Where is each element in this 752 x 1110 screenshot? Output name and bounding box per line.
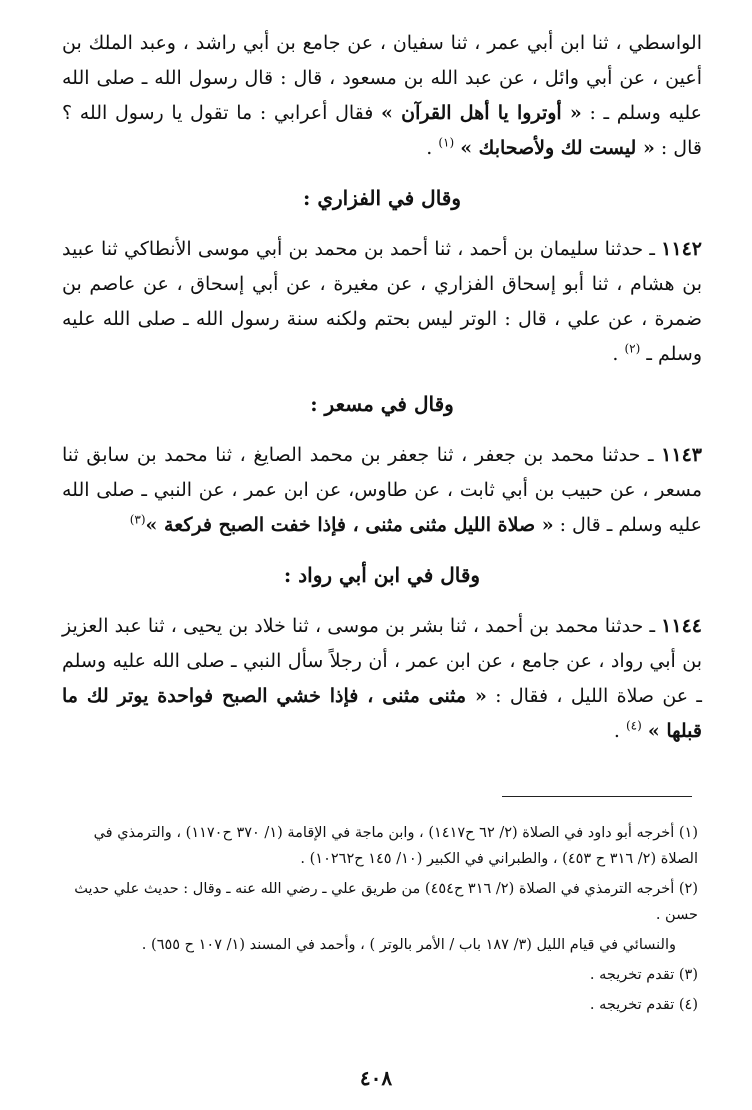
intro-end: . [426, 137, 439, 159]
footnote-3: (٣) تقدم تخريجه . [589, 967, 698, 983]
intro-quote: « أوتروا يا أهل القرآن » [381, 102, 582, 124]
hadith-quote: « مثنى مثنى ، فإذا خشي الصبح فواحدة يوتر لك ما قبلها » [62, 685, 702, 742]
page-number: ٤٠٨ [359, 1066, 393, 1090]
footnote-marker-3: (٣) [129, 512, 146, 527]
footnote-marker-4: (٤) [625, 718, 642, 733]
intro-text-2: فقال أعرابي : ما تقول يا رسول الله ؟ قال : [62, 102, 702, 159]
hadith-number: ١١٤٤ [661, 615, 702, 637]
hadith-text: ـ حدثنا سليمان بن أحمد ، ثنا أحمد بن محمد بن أبي موسى الأنطاكي ثنا عبيد بن هشام ، ثنا أبو إسحاق الفزاري ، عن مغيرة ، عن أبي إسحاق ، عن عاصم بن ضمرة ، عن علي ، قال : الوتر ليس بحتم ولكنه سنة رسول الله ـ صلى الله عليه وسلم ـ [62, 238, 702, 365]
hadith-1142 [62, 232, 702, 372]
hadith-number: ١١٤٣ [661, 444, 702, 466]
hadith-end: . [612, 343, 625, 365]
intro-quote-2: « ليست لك ولأصحابك » [460, 137, 655, 159]
hadith-quote: « صلاة الليل مثنى مثنى ، فإذا خفت الصبح فركعة » [145, 514, 554, 536]
section-heading-misar: وقال في مسعر : [310, 392, 454, 416]
section-heading-ibn-abi-rawwad: وقال في ابن أبي رواد : [283, 563, 481, 587]
footnote-marker-2: (٢) [624, 341, 641, 356]
footnote-1: (١) أخرجه أبو داود في الصلاة (٢/ ٦٢ ح١٤١٧) ، وابن ماجة في الإقامة (١/ ٣٧٠ ح١١٧٠) ، والترمذي في الصلاة (٢/ ٣١٦ ح ٤٥٣) ، والطبراني في الكبير (١٠/ ١٤٥ ح١٠٢٦٢) . [93, 825, 698, 867]
footnote-4: (٤) تقدم تخريجه . [589, 997, 698, 1013]
hadith-end: . [613, 720, 626, 742]
hadith-1144 [62, 609, 702, 749]
hadith-text: ـ حدثنا محمد بن جعفر ، ثنا جعفر بن محمد الصايغ ، ثنا محمد بن سابق ثنا مسعر ، عن حبيب بن أبي ثابت ، عن طاوس، عن ابن عمر ، عن النبي ـ صلى الله عليه وسلم ـ قال : [62, 444, 702, 536]
section-heading-fazari: وقال في الفزاري : [302, 186, 462, 210]
intro-paragraph [62, 26, 702, 166]
footnote-2: (٢) أخرجه الترمذي في الصلاة (٢/ ٣١٦ ح٤٥٤) من طريق علي ـ رضي الله عنه ـ وقال : حديث علي حديث حسن . [74, 881, 698, 923]
hadith-1143 [62, 438, 702, 543]
intro-text: الواسطي ، ثنا ابن أبي عمر ، ثنا سفيان ، عن جامع بن أبي راشد ، وعبد الملك بن أعين ، عن أبي وائل ، عن عبد الله بن مسعود ، قال : قال رسول الله ـ صلى الله عليه وسلم ـ : [62, 32, 702, 124]
footnotes [70, 820, 698, 1022]
hadith-number: ١١٤٢ [661, 238, 702, 260]
footnote-divider [502, 796, 692, 797]
footnote-2-continued: والنسائي في قيام الليل (٣/ ١٨٧ باب / الأمر بالوتر ) ، وأحمد في المسند (١/ ١٠٧ ح ٦٥٥) . [141, 937, 676, 953]
footnote-marker-1: (١) [438, 135, 455, 150]
hadith-text: ـ حدثنا محمد بن أحمد ، ثنا بشر بن موسى ، ثنا خلاد بن يحيى ، ثنا عبد العزيز بن أبي رواد ، عن جامع ، عن ابن عمر ، أن رجلاً سأل النبي ـ صلى الله عليه وسلم ـ عن صلاة الليل ، فقال : [62, 615, 702, 707]
main-text [62, 26, 702, 749]
